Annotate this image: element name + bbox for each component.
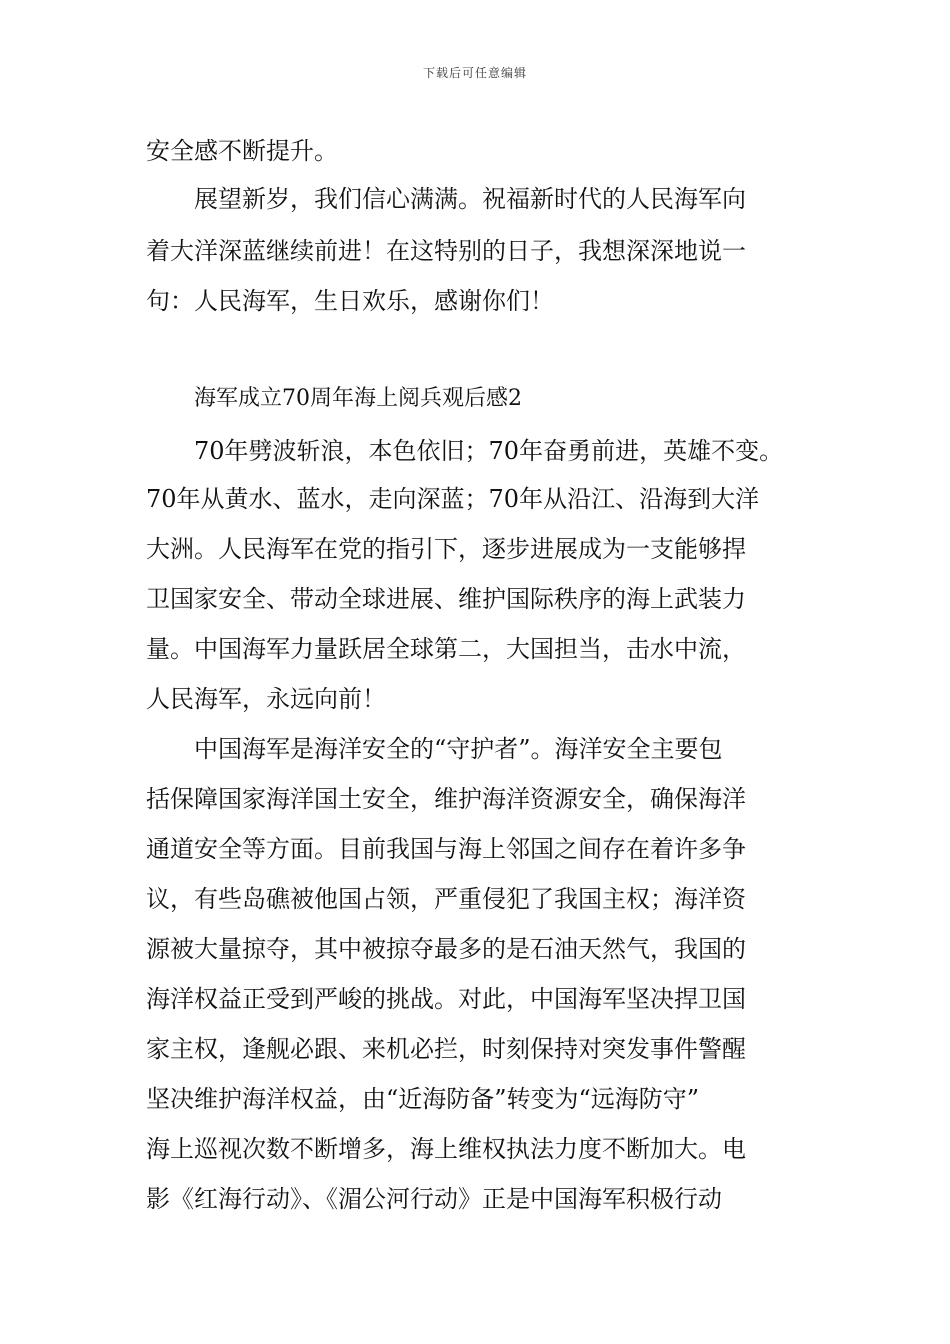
text-line: 大洲。人民海军在党的指引下，逐步进展成为一支能够捍 [146, 535, 746, 563]
text-line: 括保障国家海洋国土安全，维护海洋资源安全，确保海洋 [146, 785, 746, 813]
paragraph-start-line: 中国海军是海洋安全的“守护者”。海洋安全主要包 [194, 735, 723, 763]
text-line: 句：人民海军，生日欢乐，感谢你们！ [146, 287, 554, 315]
text-line: 着大洋深蓝继续前进！在这特别的日子，我想深深地说一 [146, 237, 746, 265]
text-line: 安全感不断提升。 [146, 137, 338, 165]
paragraph-start-line: 展望新岁，我们信心满满。祝福新时代的人民海军向 [194, 185, 746, 213]
text-line: 人民海军，永远向前！ [146, 685, 386, 713]
paragraph-start-line: 70年劈波斩浪，本色依旧；70年奋勇前进，英雄不变。 [194, 437, 784, 465]
text-line: 源被大量掠夺，其中被掠夺最多的是石油天然气，我国的 [146, 935, 746, 963]
section-heading: 海军成立70周年海上阅兵观后感2 [194, 386, 522, 411]
text-line: 影《红海行动》、《湄公河行动》正是中国海军积极行动 [146, 1185, 722, 1213]
text-line: 卫国家安全、带动全球进展、维护国际秩序的海上武装力 [146, 585, 746, 613]
text-line: 议，有些岛礁被他国占领，严重侵犯了我国主权；海洋资 [146, 885, 746, 913]
text-line: 通道安全等方面。目前我国与海上邻国之间存在着许多争 [146, 835, 746, 863]
text-line: 坚决维护海洋权益，由“近海防备”转变为“远海防守” [146, 1085, 700, 1113]
text-line: 家主权，逢舰必跟、来机必拦，时刻保持对突发事件警醒 [146, 1035, 746, 1063]
text-line: 70年从黄水、蓝水，走向深蓝；70年从沿江、沿海到大洋 [146, 485, 760, 513]
text-line: 海洋权益正受到严峻的挑战。对此，中国海军坚决捍卫国 [146, 985, 746, 1013]
header-note: 下载后可任意编辑 [422, 66, 527, 80]
text-line: 海上巡视次数不断增多，海上维权执法力度不断加大。电 [146, 1135, 746, 1163]
text-line: 量。中国海军力量跃居全球第二，大国担当，击水中流， [146, 635, 746, 663]
